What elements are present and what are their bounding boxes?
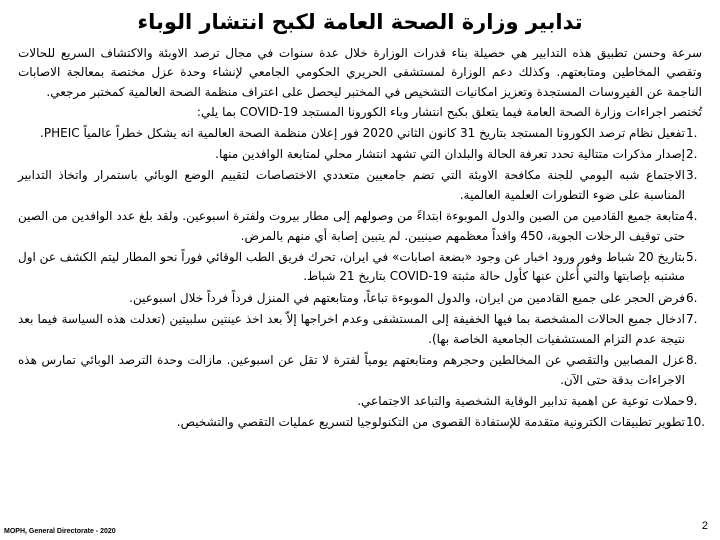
footer-source: MOPH, General Directorate - 2020 xyxy=(4,528,116,535)
list-item-text: فرض الحجر على جميع القادمين من ايران، والدول الموبوءة تباعاً، ومتابعتهم في المنزل فرداً فرداً خلال اسبوعين. xyxy=(129,290,685,305)
list-item-number: 9. xyxy=(686,393,698,408)
list-item-text: تطوير تطبيقات الكترونية متقدمة للإستفادة القصوى من التكنولوجيا لتسريع عمليات التقصي والتشخيص. xyxy=(176,415,685,430)
list-item-text: متابعة جميع القادمين من الصين والدول الموبوءة ابتداءً من وصولهم إلى مطار بيروت ولفترة اسبوعين. ولقد بلغ عدد الوافدين من الصين حتى توقيف الرحلات الجوية، 450 وافداً معظمهم صينيين. لم يتبين إصابة أي منهم بالمرض. xyxy=(18,209,685,243)
list-item-number: 5. xyxy=(686,250,698,265)
list-item-number: 4. xyxy=(686,209,698,224)
list-item xyxy=(18,392,698,411)
list-item-number: 7. xyxy=(686,312,698,327)
list-item xyxy=(18,248,698,287)
list-item-text: تفعيل نظام ترصد الكورونا المستجد بتاريخ 31 كانون الثاني 2020 فور إعلان منظمة الصحة العالمية انه يشكل خطراً عالمياً PHEIC. xyxy=(40,125,685,140)
list-item xyxy=(18,351,698,390)
list-item-text: بتاريخ 20 شباط وفور ورود اخبار عن وجود «بضعة اصابات» في ايران، تحرك فريق الطب الوقائي فوراً نحو المطار ليتم الكشف عن اول مشتبه بإصابتها والتي أُعلن عنها كأول حالة مثبتة COVID-19 بتاريخ 21 شباط. xyxy=(18,250,686,284)
list-item xyxy=(18,124,698,143)
list-item xyxy=(18,145,698,164)
list-item-text: ادخال جميع الحالات المشخصة بما فيها الخفيفة إلى المستشفى وعدم اخراجها إلاّ بعد اخذ عينتين سلبيتين (تعدلت هذه السياسة فيما بعد نتيجة عدم التزام المستشفيات الجامعية الخاصة بها). xyxy=(18,312,685,346)
list-item-text: عزل المصابين والتقصي عن المخالطين وحجرهم ومتابعتهم يومياً لفترة لا تقل عن اسبوعين. مازالت وحدة الترصد الوبائي تمارس هذه الاجراءات بدقة حتى الآن. xyxy=(18,353,685,387)
intro-paragraph: سرعة وحسن تطبيق هذه التدابير هي حصيلة بناء قدرات الوزارة خلال عدة سنوات في مجال ترصد الاوبئة والاكتشاف السريع للحالات وتقصي المخاطين ومتابعتهم. وكذلك دعم الوزارة لمستشفى الحريري الحكومي الجامعي لإنشاء وحدة عزل مختصة بمعالجة الاصابات الناجمة عن الفيروسات المستجدة وتعزيز امكانيات التشخيص في المختبر ليحصل على اعتراف منظمة الصحة العالمية كمختبر مرجعي. xyxy=(18,46,702,99)
lead-paragraph: تُختصر اجراءات وزارة الصحة العامة فيما يتعلق بكبح انتشار وباء الكورونا المستجد COVID-19 بما يلي: xyxy=(196,105,702,120)
list-item xyxy=(18,289,698,308)
list-item-number: 3. xyxy=(686,168,698,183)
list-item-number: 10. xyxy=(686,415,706,430)
list-item-text: الاجتماع شبه اليومي للجنة مكافحة الاوبئة التي تضم جامعيين متعددي الاختصاصات لتقييم الوضع الوبائي باستمرار واتخاذ التدابير المناسبة على ضوء التطورات العلمية العالمية. xyxy=(18,168,685,202)
page-title: تدابير وزارة الصحة العامة لكبح انتشار الوباء xyxy=(137,10,583,34)
page-number: 2 xyxy=(701,520,708,532)
main-content xyxy=(18,44,706,512)
list-item-number: 1. xyxy=(686,125,698,140)
measures-list xyxy=(18,124,706,433)
list-item xyxy=(18,310,698,349)
list-item-number: 8. xyxy=(686,353,698,368)
list-item-text: حملات توعية عن اهمية تدابير الوقاية الشخصية والتباعد الاجتماعي. xyxy=(357,393,685,408)
list-item-text: إصدار مذكرات متتالية تحدد تعرفة الحالة والبلدان التي تشهد انتشار محلي لمتابعة الوافدين منها. xyxy=(215,147,685,162)
list-item xyxy=(18,207,698,246)
list-item-number: 6. xyxy=(686,290,698,305)
list-item xyxy=(18,413,706,432)
list-item xyxy=(18,166,698,205)
list-item-number: 2. xyxy=(686,147,698,162)
